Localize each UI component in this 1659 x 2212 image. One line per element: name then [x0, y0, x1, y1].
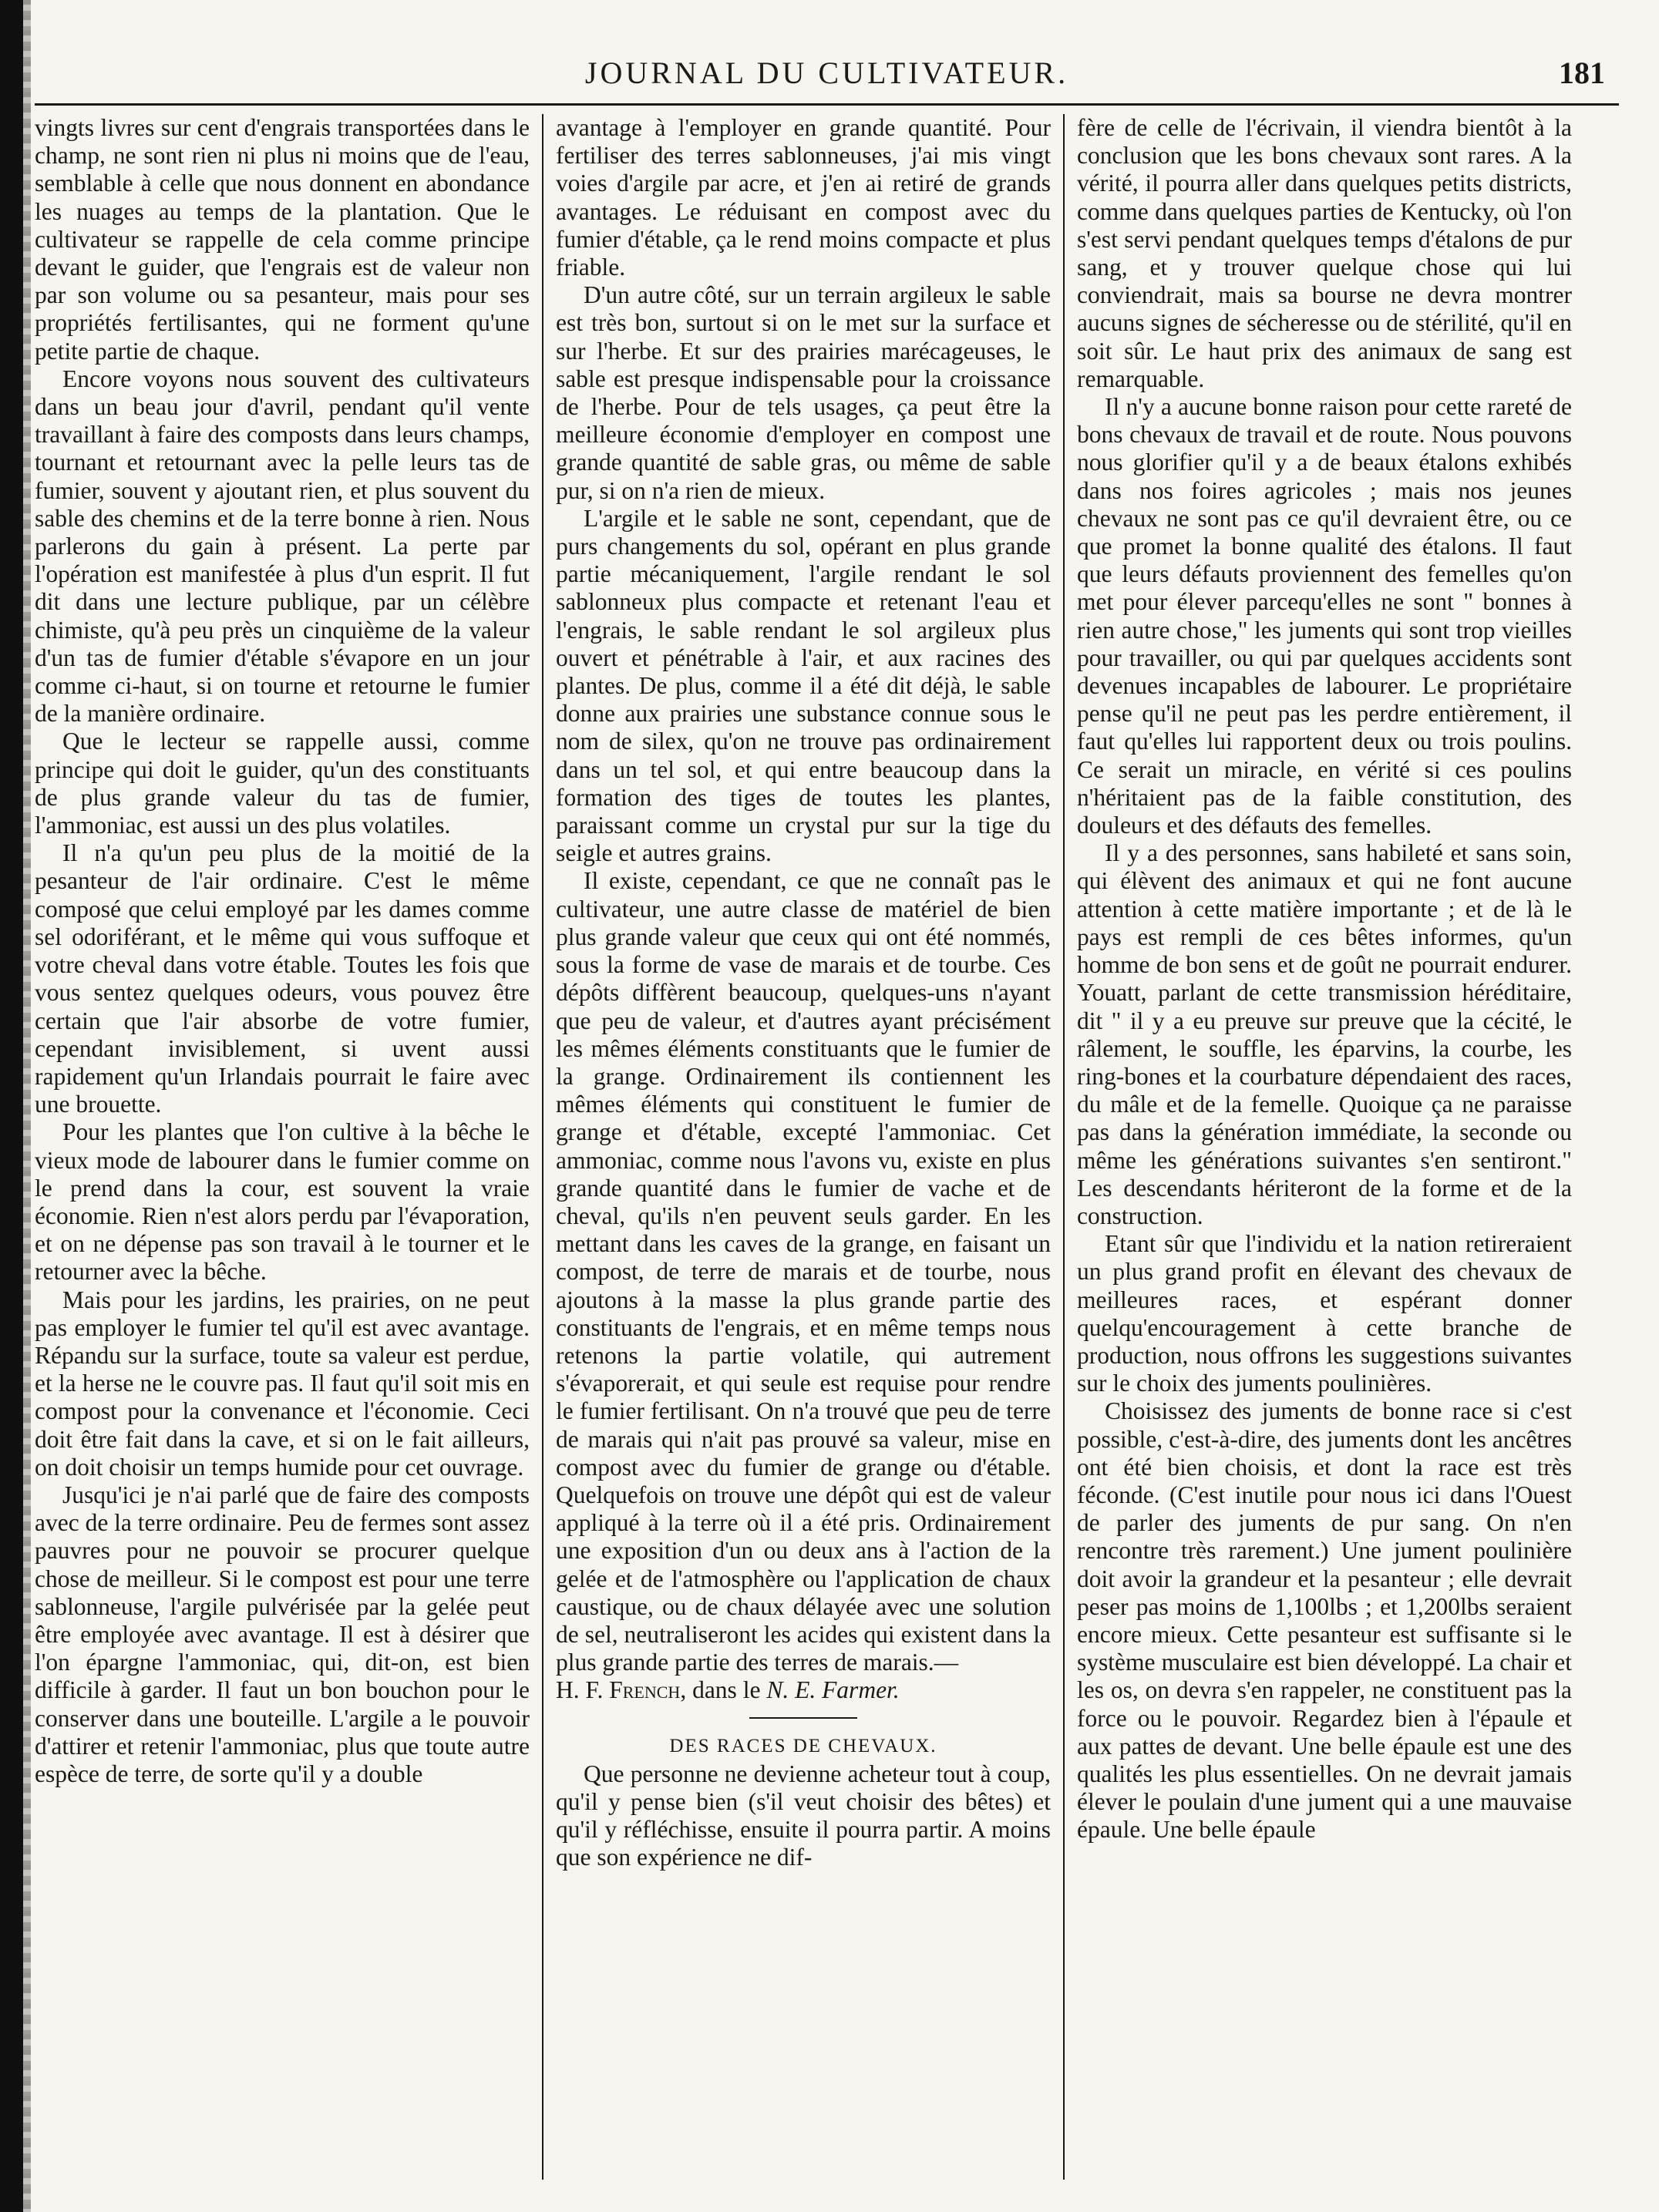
- signature-connector: dans le: [686, 1676, 767, 1704]
- page-header: [35, 46, 1619, 100]
- column-1: [35, 114, 542, 2180]
- article-signature: [556, 1676, 1051, 1704]
- paragraph: Il y a des personnes, sans habileté et sans soin, qui élèvent des animaux et qui ne font aucune attention à cette matière importante ; et de là le pays est rempli de ces bêtes informes, qu'un homme de bon sens et de goût ne pourrait endurer. Youatt, parlant de cette transmission héréditaire, dit " il y a eu preuve sur preuve que la cécité, le râlement, le souffle, les éparvins, la courbe, les ring-bones et la courbature dépendaient des races, du mâle et de la femelle. Quoique ça ne paraisse pas dans la génération immédiate, la seconde ou même les générations suivantes s'en sentiront." Les descendants hériteront de la forme et de la construction.: [1077, 839, 1572, 1229]
- paragraph: Il n'y a aucune bonne raison pour cette rareté de bons chevaux de travail et de route. Nous pouvons nous glorifier qu'il y a de beaux étalons exhibés dans nos foires agricoles ; mais nos jeunes chevaux ne sont pas ce qu'il devraient être, ou ce que promet la bonne qualité des étalons. Il faut que leurs défauts proviennent des femelles qu'on met pour élever parcequ'elles ne sont " bonnes à rien autre chose," les juments qui sont trop vieilles pour travailler, ou qui par quelques accidents sont devenues incapables de labourer. Le propriétaire pense qu'il ne peut pas les perdre entièrement, il faut qu'elles lui rapportent deux ou trois poulins. Ce serait un miracle, en vérité si ces poulins n'héritaient pas de la faible constitution, des douleurs et des défauts des femelles.: [1077, 393, 1572, 839]
- paragraph: Que personne ne devienne acheteur tout à coup, qu'il y pense bien (s'il veut choisir des bêtes) et qu'il y réfléchisse, ensuite il pourra partir. A moins que son expérience ne dif-: [556, 1760, 1051, 1871]
- column-3: [1063, 114, 1572, 2180]
- column-2: [542, 114, 1063, 2180]
- signature-source: N. E. Farmer.: [766, 1676, 900, 1704]
- section-heading: DES RACES DE CHEVAUX.: [669, 1735, 937, 1756]
- paragraph: L'argile et le sable ne sont, cependant, que de purs changements du sol, opérant en plus grande partie mécaniquement, l'argile rendant le sol sablonneux plus compacte et retenant l'eau et l'engrais, le sable rendant le sol argileux plus ouvert et pénétrable à l'air, et aux racines des plantes. De plus, comme il a été dit déjà, le sable donne aux prairies une substance connue sous le nom de silex, qu'on ne trouve pas ordinairement dans un tel sol, et qui entre beaucoup dans la formation des tiges de toutes les plantes, paraissant comme un crystal pur sur la tige du seigle et autres grains.: [556, 504, 1051, 867]
- text-columns: [35, 114, 1619, 2180]
- section-divider: [749, 1717, 857, 1719]
- binding-edge: [0, 0, 23, 2212]
- paragraph: Mais pour les jardins, les prairies, on ne peut pas employer le fumier tel qu'il est avec avantage. Répandu sur la surface, toute sa valeur est perdue, et la herse ne le couvre pas. Il faut qu'il soit mis en compost pour la convenance et l'économie. Ceci doit être fait dans la cave, et si on le fait ailleurs, on doit choisir un temps humide pour cet ouvrage.: [35, 1286, 530, 1481]
- paragraph: Encore voyons nous souvent des cultivateurs dans un beau jour d'avril, pendant qu'il vente travaillant à faire des composts dans leurs champs, tournant et retournant avec la pelle leurs tas de fumier, souvent y ajoutant rien, et plus souvent du sable des chemins et de la terre bonne à rien. Nous parlerons du gain à présent. La perte par l'opération est manifestée à plus d'un esprit. Il fut dit dans une lecture publique, par un célèbre chimiste, qu'à peu près un cinquième de la valeur d'un tas de fumier d'étable s'évapore en un jour comme ci-haut, si on tourne et retourne le fumier de la manière ordinaire.: [35, 365, 530, 728]
- paragraph: Choisissez des juments de bonne race si c'est possible, c'est-à-dire, des juments dont les ancêtres ont été bien choisis, et dont la race est très féconde. (C'est inutile pour nous ici dans l'Ouest de parler des juments de pur sang. On n'en rencontre très rarement.) Une jument poulinière doit avoir la grandeur et la pesanteur ; elle devrait peser pas moins de 1,100lbs ; et 1,200lbs seraient encore mieux. Cette pesanteur est suffisante si le système musculaire est bien développé. La chair et les os, on devra s'en rappeler, ne constituent pas la force ou le pouvoir. Regardez bien à l'épaule et aux pattes de devant. Une belle épaule est une des qualités les plus essentielles. On ne devrait jamais élever le poulain d'une jument qui a une mauvaise épaule. Une belle épaule: [1077, 1397, 1572, 1844]
- signature-author: H. F. French,: [556, 1676, 687, 1704]
- page-number: 181: [1559, 55, 1605, 90]
- paragraph: Il existe, cependant, ce que ne connaît pas le cultivateur, une autre classe de matériel de bien plus grande valeur que ceux qui ont été nommés, sous la forme de vase de marais et de tourbe. Ces dépôts diffèrent beaucoup, quelques-uns n'ayant que peu de valeur, et d'autres ayant précisément les mêmes éléments constituants que le fumier de la grange. Ordinairement ils contiennent les mêmes éléments qui constituent le fumier de grange et d'étable, excepté l'ammoniac. Cet ammoniac, comme nous l'avons vu, existe en plus grande quantité dans le fumier de vache et de cheval, qu'ils n'en peuvent seuls garder. En les mettant dans les caves de la grange, en faisant un compost, de terre de marais et de tourbe, nous ajoutons à la masse la plus grande partie des constituants de l'engrais, et en même temps nous retenons la partie volatile, qui autrement s'évaporerait, et qui seule est requise pour rendre le fumier fertilisant. On n'a trouvé que peu de terre de marais qui n'ait pas prouvé sa valeur, mise en compost avec du fumier de grange ou d'étable. Quelquefois on trouve une dépôt qui est de valeur appliqué à la terre où il a été pris. Ordinairement une exposition d'un ou deux ans à l'action de la gelée et de l'atmosphère ou l'application de chaux caustique, ou de chaux délayée avec une solution de sel, neutraliseront les acides qui existent dans la plus grande partie des terres de marais.—: [556, 867, 1051, 1676]
- paragraph: avantage à l'employer en grande quantité. Pour fertiliser des terres sablonneuses, j'ai mis vingt voies d'argile par acre, et j'en ai retiré de grands avantages. Le réduisant en compost avec du fumier d'étable, ça le rend moins compacte et plus friable.: [556, 114, 1051, 281]
- paragraph: Pour les plantes que l'on cultive à la bêche le vieux mode de labourer dans le fumier comme on le prend dans la cour, est souvent la vraie économie. Rien n'est alors perdu par l'évaporation, et on ne dépense pas son travail à le tourner et le retourner avec la bêche.: [35, 1118, 530, 1286]
- journal-title: JOURNAL DU CULTIVATEUR.: [584, 55, 1069, 90]
- newspaper-page: [35, 46, 1619, 2181]
- header-rule: [35, 103, 1619, 106]
- paragraph: Que le lecteur se rappelle aussi, comme principe qui doit le guider, qu'un des constituants de plus grande valeur du tas de fumier, l'ammoniac, est aussi un des plus volatiles.: [35, 728, 530, 839]
- paragraph: fère de celle de l'écrivain, il viendra bientôt à la conclusion que les bons chevaux sont rares. A la vérité, il pourra aller dans quelques petits districts, comme dans quelques parties de Kentucky, où l'on s'est servi pendant quelques temps d'étalons de pur sang, et y trouver quelque chose qui lui conviendrait, mais sa bourse ne devra montrer aucuns signes de sécheresse ou de stérilité, qu'il en soit sûr. Le haut prix des animaux de sang est remarquable.: [1077, 114, 1572, 392]
- paragraph: Etant sûr que l'individu et la nation retireraient un plus grand profit en élevant des chevaux de meilleures races, et espérant donner quelqu'encouragement à cette branche de production, nous offrons les suggestions suivantes sur le choix des juments poulinières.: [1077, 1230, 1572, 1397]
- paragraph: Il n'a qu'un peu plus de la moitié de la pesanteur de l'air ordinaire. C'est le même composé que celui employé par les dames comme sel odoriférant, et le même qui vous suffoque et votre cheval dans votre étable. Toutes les fois que vous sentez quelques odeurs, vous pouvez être certain que l'air absorbe de votre fumier, cependant invisiblement, si uvent aussi rapidement qu'un Irlandais pourrait le faire avec une brouette.: [35, 839, 530, 1118]
- paragraph: D'un autre côté, sur un terrain argileux le sable est très bon, surtout si on le met sur la surface et sur l'herbe. Et sur des prairies marécageuses, le sable est presque indispensable pour la croissance de l'herbe. Pour de tels usages, ça peut être la meilleure économie d'employer en compost une grande quantité de sable gras, ou même de sable pur, si on n'a rien de mieux.: [556, 281, 1051, 504]
- paragraph: Jusqu'ici je n'ai parlé que de faire des composts avec de la terre ordinaire. Peu de fermes sont assez pauvres pour ne pouvoir se procurer quelque chose de meilleur. Si le compost est pour une terre sablonneuse, l'argile pulvérisée par la gelée peut être employée avec avantage. Il est à désirer que l'on épargne l'ammoniac, qui, dit-on, est bien difficile à garder. Il faut un bon bouchon pour le conserver dans une bouteille. L'argile a le pouvoir d'attirer et retenir l'ammoniac, plus que toute autre espèce de terre, de sorte qu'il y a double: [35, 1481, 530, 1787]
- paragraph: vingts livres sur cent d'engrais transportées dans le champ, ne sont rien ni plus ni moins que de l'eau, semblable à celle que nous donnent en abondance les nuages au temps de la plantation. Que le cultivateur se rappelle de cela comme principe devant le guider, que l'engrais est de valeur non par son volume ou sa pesanteur, mais pour ses propriétés fertilisantes, qui ne forment qu'une petite partie de chaque.: [35, 114, 530, 365]
